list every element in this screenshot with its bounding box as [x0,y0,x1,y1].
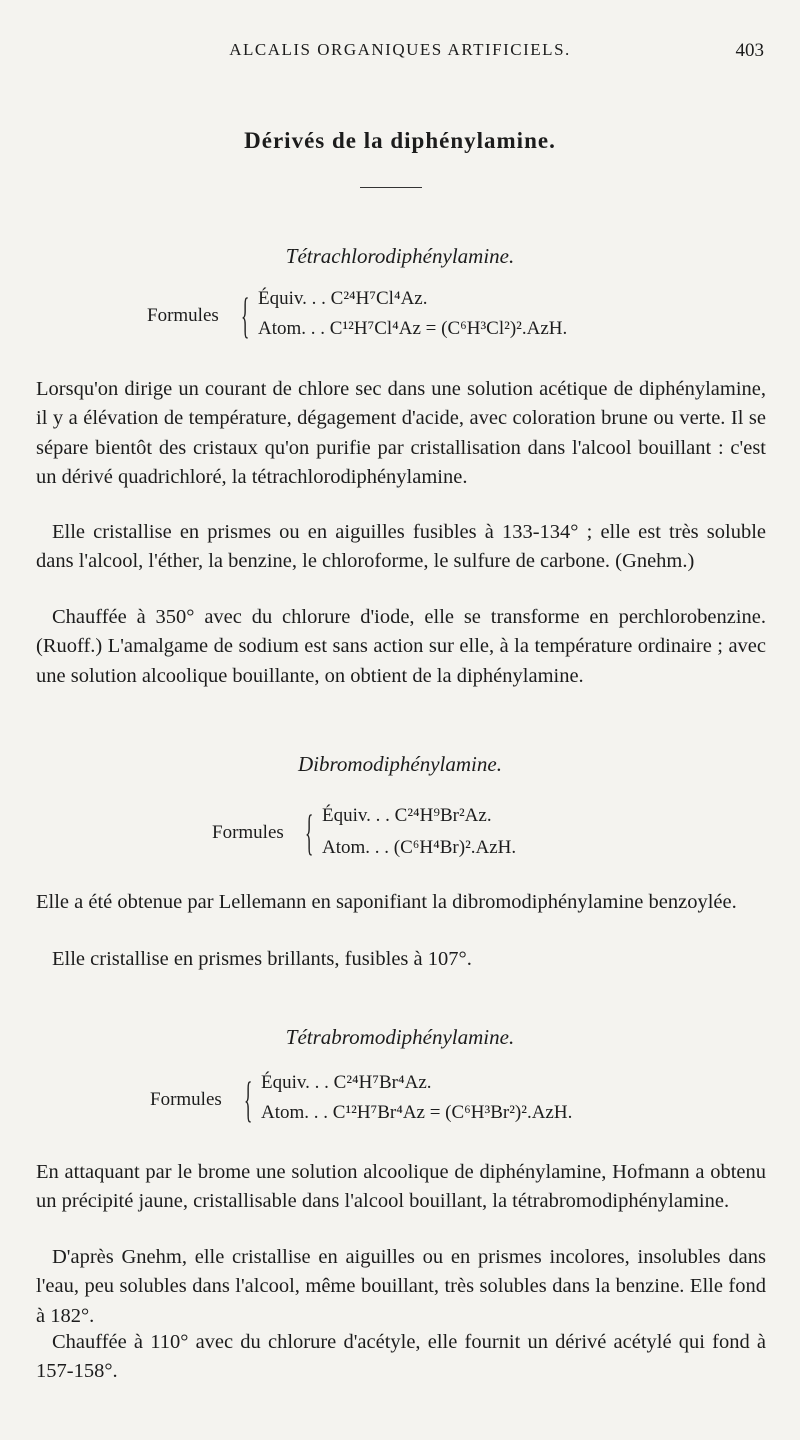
paragraph: Chauffée à 350° avec du chlorure d'iode, elle se transforme en perchlorobenzine. (Ruoff.) L'amalgame de sodium est sans action sur elle, à la température ordinaire ; avec une solution alcoolique bouillante, on obtient de la diphénylamine. [36,606,766,687]
paragraph: En attaquant par le brome une solution alcoolique de diphénylamine, Hofmann a obtenu un précipité jaune, cristallisable dans l'alcool bouillant, la tétrabromodiphénylamine. [36,1161,766,1213]
formula-label: Formules [212,822,284,843]
formula-block-dibromo [0,805,800,865]
brace-glyph: { [244,1071,253,1127]
brace-glyph: { [305,804,314,860]
page-number: 403 [735,40,764,61]
brace-glyph: { [241,287,250,343]
formula-block-tetrabromo [0,1072,800,1132]
compound-title-tetrabromo: Tétrabromodiphénylamine. [285,1025,515,1049]
compound-title-tetrachloro: Tétrachlorodiphénylamine. [285,244,515,268]
formula-block-tetrachloro [0,288,800,348]
paragraph: D'après Gnehm, elle cristallise en aiguilles ou en prismes incolores, insolubles dans l'eau, peu solubles dans l'alcool, même bouillant, très solubles dans la benzine. Elle fond à 182°. [36,1246,766,1327]
formula-label: Formules [147,305,219,326]
title-rule [360,187,422,188]
formula-equiv: Équiv. . . C²⁴H⁷Cl⁴Az. [258,288,428,309]
formula-equiv: Équiv. . . C²⁴H⁹Br²Az. [322,805,492,826]
paragraph: Chauffée à 110° avec du chlorure d'acétyle, elle fournit un dérivé acétylé qui fond à 157-158°. [36,1331,766,1383]
section-title: Dérivés de la diphénylamine. [244,128,556,153]
formula-atom: Atom. . . C¹²H⁷Br⁴Az = (C⁶H³Br²)².AzH. [261,1102,573,1123]
paragraph: Elle cristallise en prismes brillants, fusibles à 107°. [52,948,472,970]
formula-atom: Atom. . . (C⁶H⁴Br)².AzH. [322,837,517,858]
formula-atom: Atom. . . C¹²H⁷Cl⁴Az = (C⁶H³Cl²)².AzH. [258,318,568,339]
paragraph: Elle cristallise en prismes ou en aiguilles fusibles à 133-134° ; elle est très soluble dans l'alcool, l'éther, la benzine, le chloroforme, le sulfure de carbone. (Gnehm.) [36,521,766,573]
running-head: ALCALIS ORGANIQUES ARTIFICIELS. [229,40,571,59]
formula-equiv: Équiv. . . C²⁴H⁷Br⁴Az. [261,1072,432,1093]
paragraph: Lorsqu'on dirige un courant de chlore sec dans une solution acétique de diphénylamine, il y a élévation de température, dégagement d'acide, avec coloration brune ou verte. Il se sépare bientôt des cristaux qu'on purifie par cristallisation dans l'alcool bouillant : c'est un dérivé quadrichloré, la tétrachlorodiphénylamine. [36,378,766,489]
paragraph: Elle a été obtenue par Lellemann en saponifiant la dibromodiphénylamine benzoylée. [36,891,737,913]
compound-title-dibromo: Dibromodiphénylamine. [298,752,502,776]
formula-label: Formules [150,1089,222,1110]
